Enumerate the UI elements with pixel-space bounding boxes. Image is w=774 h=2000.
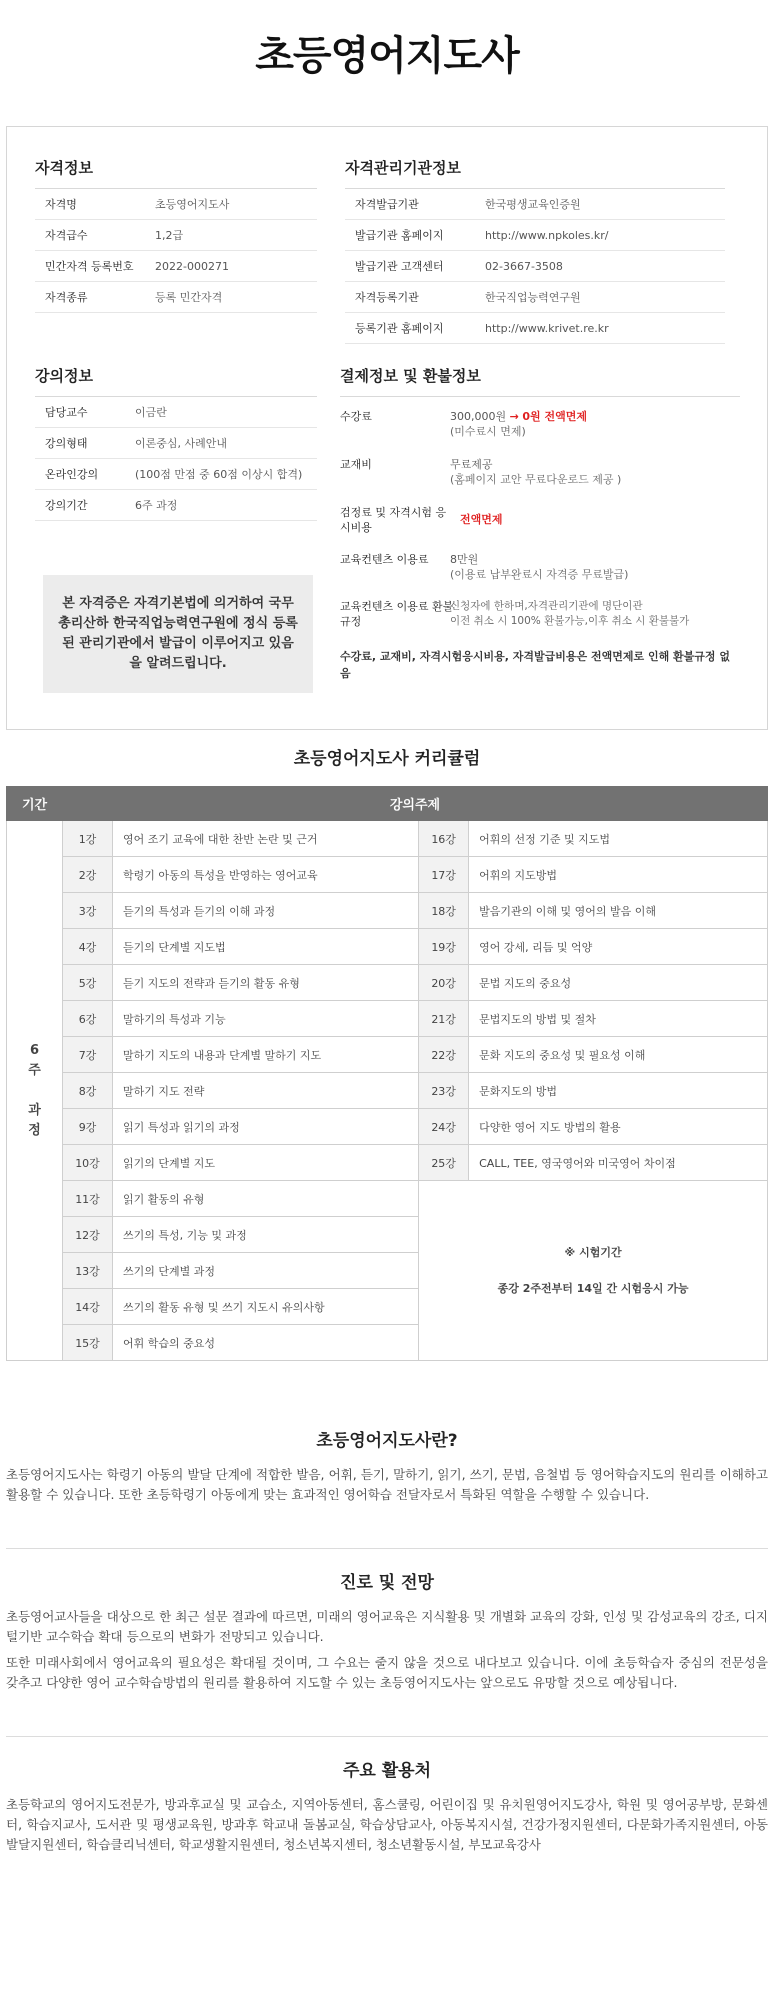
lecture-topic: 말하기 지도의 내용과 단계별 말하기 지도 bbox=[113, 1037, 419, 1073]
lecture-topic: 읽기의 단계별 지도 bbox=[113, 1145, 419, 1181]
kv-value: 2022-000271 bbox=[155, 259, 229, 273]
kv-key: 자격명 bbox=[45, 198, 77, 211]
fee-label: 수강료 bbox=[340, 410, 372, 423]
kv-row bbox=[35, 397, 317, 428]
lecture-number: 21강 bbox=[419, 1001, 469, 1037]
usage-heading: 주요 활용처 bbox=[342, 1761, 432, 1781]
kv-value: 이론중심, 사례안내 bbox=[135, 437, 228, 450]
table-row bbox=[7, 821, 768, 857]
lecture-number: 24강 bbox=[419, 1109, 469, 1145]
kv-row bbox=[35, 490, 317, 521]
career-section bbox=[6, 1568, 768, 1693]
lecture-number: 6강 bbox=[63, 1001, 113, 1037]
refund-line1: 신청자에 한하며,자격관리기관에 명단이관 bbox=[450, 600, 643, 612]
table-row bbox=[7, 893, 768, 929]
lecture-topic: 어휘의 지도방법 bbox=[469, 857, 768, 893]
lecture-number: 19강 bbox=[419, 929, 469, 965]
lecture-number: 5강 bbox=[63, 965, 113, 1001]
table-row bbox=[7, 1109, 768, 1145]
kv-value: (100점 만점 중 60점 이상시 합격) bbox=[135, 468, 303, 481]
table-row bbox=[7, 1001, 768, 1037]
exam-fee-label: 검정료 및 자격시험 응시비용 bbox=[340, 506, 447, 534]
lecture-number: 25강 bbox=[419, 1145, 469, 1181]
lecture-topic: 쓰기의 활동 유형 및 쓰기 지도시 유의사항 bbox=[113, 1289, 419, 1325]
curriculum-table bbox=[6, 786, 768, 1361]
qualification-section bbox=[35, 157, 317, 313]
registrar-homepage-link[interactable]: http://www.krivet.re.kr bbox=[485, 321, 609, 335]
divider bbox=[6, 1548, 768, 1549]
table-row bbox=[7, 1037, 768, 1073]
kv-key: 발급기관 고객센터 bbox=[355, 260, 444, 273]
kv-row bbox=[35, 189, 317, 220]
exam-period-text: 종강 2주전부터 14일 간 시험응시 가능 bbox=[497, 1281, 689, 1295]
exam-period-title: ※ 시험기간 bbox=[564, 1245, 622, 1259]
lecture-number: 1강 bbox=[63, 821, 113, 857]
lecture-heading: 강의정보 bbox=[35, 365, 317, 397]
agency-heading: 자격관리기관정보 bbox=[345, 157, 725, 189]
period-text: 6 주 과 정 bbox=[28, 1042, 41, 1138]
content-fee-value: 8만원 bbox=[450, 553, 479, 566]
content-fee-note: (이용료 납부완료시 자격증 무료발급) bbox=[450, 568, 629, 581]
kv-key: 담당교수 bbox=[45, 406, 88, 419]
fee-arrow: → bbox=[509, 410, 519, 423]
material-label: 교재비 bbox=[340, 458, 372, 471]
lecture-number: 16강 bbox=[419, 821, 469, 857]
topic-header: 강의주제 bbox=[63, 787, 768, 821]
career-text-2: 또한 미래사회에서 영어교육의 필요성은 확대될 것이며, 그 수요는 줄지 않을 것으로 내다보고 있습니다. 이에 초등학습자 중심의 전문성을 갖추고 다양한 영어 교수학습방법의 원리를 활용하여 지도할 수 있는 초등영어지도사는 앞으로도 유망할 것으로 예상됩니다. bbox=[6, 1655, 768, 1690]
lecture-topic: 듣기의 단계별 지도법 bbox=[113, 929, 419, 965]
lecture-topic: 말하기 지도 전략 bbox=[113, 1073, 419, 1109]
fee-free: 0원 전액면제 bbox=[522, 410, 587, 423]
curriculum-header-row bbox=[7, 787, 768, 821]
usage-text: 초등학교의 영어지도전문가, 방과후교실 및 교습소, 지역아동센터, 홈스쿨링, 어린이집 및 유치원영어지도강사, 학원 및 영어공부방, 문화센터, 학습지교사, 도서관 및 평생교육원, 방과후 학교내 돌봄교실, 학습상담교사, 아동복지시설, 건강가정지원센터, 다문화가족지원센터, 아동발달지원센터, 학습클리닉센터, 학교생활지원센터, 청소년복지센터, 청소년활동시설, 부모교육강사 bbox=[6, 1797, 768, 1852]
kv-row bbox=[35, 220, 317, 251]
lecture-topic: 쓰기의 특성, 기능 및 과정 bbox=[113, 1217, 419, 1253]
table-row bbox=[7, 1145, 768, 1181]
lecture-topic: 듣기 지도의 전략과 듣기의 활동 유형 bbox=[113, 965, 419, 1001]
lecture-topic: 쓰기의 단계별 과정 bbox=[113, 1253, 419, 1289]
curriculum-body bbox=[7, 821, 768, 1361]
kv-row bbox=[345, 282, 725, 313]
lecture-number: 8강 bbox=[63, 1073, 113, 1109]
kv-row bbox=[345, 220, 725, 251]
period-cell bbox=[7, 821, 63, 1361]
qualification-heading: 자격정보 bbox=[35, 157, 317, 189]
lecture-number: 4강 bbox=[63, 929, 113, 965]
material-row bbox=[340, 457, 760, 491]
lecture-number: 9강 bbox=[63, 1109, 113, 1145]
content-fee-row bbox=[340, 552, 760, 586]
kv-value: 02-3667-3508 bbox=[485, 259, 563, 273]
kv-key: 등록기관 홈페이지 bbox=[355, 322, 444, 335]
table-row bbox=[7, 857, 768, 893]
kv-value: 초등영어지도사 bbox=[155, 198, 230, 211]
content-fee-label: 교육컨텐츠 이용료 bbox=[340, 553, 429, 566]
kv-value: 6주 과정 bbox=[135, 499, 178, 512]
lecture-topic: 읽기 특성과 읽기의 과정 bbox=[113, 1109, 419, 1145]
exam-fee-value: 전액면제 bbox=[460, 513, 503, 526]
kv-value: 한국평생교육인증원 bbox=[485, 198, 581, 211]
period-header: 기간 bbox=[7, 787, 63, 821]
refund-line2: 이전 취소 시 100% 환불가능,이후 취소 시 환불불가 bbox=[450, 615, 690, 627]
lecture-topic: 말하기의 특성과 기능 bbox=[113, 1001, 419, 1037]
about-text: 초등영어지도사는 학령기 아동의 발달 단계에 적합한 발음, 어휘, 듣기, 말하기, 읽기, 쓰기, 문법, 음철법 등 영어학습지도의 원리를 이해하고 활용할 수 있습니다. 또한 초등학령기 아동에게 맞는 효과적인 영어학습 전달자로서 특화된 역할을 수행할 수 있습니다. bbox=[6, 1467, 768, 1502]
lecture-topic: 문법 지도의 중요성 bbox=[469, 965, 768, 1001]
kv-row bbox=[35, 459, 317, 490]
page-title: 초등영어지도사 bbox=[255, 33, 519, 79]
kv-key: 강의기간 bbox=[45, 499, 88, 512]
lecture-number: 23강 bbox=[419, 1073, 469, 1109]
kv-key: 자격발급기관 bbox=[355, 198, 419, 211]
kv-row bbox=[35, 428, 317, 459]
lecture-number: 10강 bbox=[63, 1145, 113, 1181]
material-note: (홈페이지 교안 무료다운로드 제공 ) bbox=[450, 473, 622, 486]
kv-row bbox=[345, 189, 725, 220]
fee-note: (미수료시 면제) bbox=[450, 425, 526, 438]
payment-heading: 결제정보 및 환불정보 bbox=[340, 365, 740, 397]
lecture-number: 11강 bbox=[63, 1181, 113, 1217]
lecture-topic: 문법지도의 방법 및 절차 bbox=[469, 1001, 768, 1037]
lecture-topic: 어휘 학습의 중요성 bbox=[113, 1325, 419, 1361]
kv-key: 자격급수 bbox=[45, 229, 88, 242]
lecture-topic: 듣기의 특성과 듣기의 이해 과정 bbox=[113, 893, 419, 929]
lecture-topic: 발음기관의 이해 및 영어의 발음 이해 bbox=[469, 893, 768, 929]
lecture-number: 17강 bbox=[419, 857, 469, 893]
lecture-topic: 학령기 아동의 특성을 반영하는 영어교육 bbox=[113, 857, 419, 893]
kv-key: 민간자격 등록번호 bbox=[45, 260, 134, 273]
kv-key: 발급기관 홈페이지 bbox=[355, 229, 444, 242]
kv-value: 등록 민간자격 bbox=[155, 291, 223, 304]
about-heading: 초등영어지도사란? bbox=[316, 1431, 458, 1451]
payment-footer: 수강료, 교재비, 자격시험응시비용, 자격발급비용은 전액면제로 인해 환불규정 없음 bbox=[340, 650, 730, 680]
lecture-topic: 문화 지도의 중요성 및 필요성 이해 bbox=[469, 1037, 768, 1073]
fee-row bbox=[340, 409, 760, 443]
exam-period-cell bbox=[419, 1181, 768, 1361]
table-row bbox=[7, 1181, 768, 1217]
lecture-topic: 영어 강세, 리듬 및 억양 bbox=[469, 929, 768, 965]
lecture-topic: 다양한 영어 지도 방법의 활용 bbox=[469, 1109, 768, 1145]
lecture-topic: 어휘의 선정 기준 및 지도법 bbox=[469, 821, 768, 857]
table-row bbox=[7, 965, 768, 1001]
lecture-topic: 문화지도의 방법 bbox=[469, 1073, 768, 1109]
lecture-number: 18강 bbox=[419, 893, 469, 929]
table-row bbox=[7, 1073, 768, 1109]
about-section bbox=[6, 1426, 768, 1505]
divider bbox=[6, 1736, 768, 1737]
kv-value: 1,2급 bbox=[155, 229, 184, 242]
lecture-number: 20강 bbox=[419, 965, 469, 1001]
exam-fee-row bbox=[340, 505, 760, 539]
kv-key: 강의형태 bbox=[45, 437, 88, 450]
refund-row bbox=[340, 599, 760, 633]
career-text-1: 초등영어교사들을 대상으로 한 최근 설문 결과에 따르면, 미래의 영어교육은 지식활용 및 개별화 교육의 강화, 인성 및 감성교육의 강조, 디지털기반 교수학습 확대 등으로의 변화가 전망되고 있습니다. bbox=[6, 1609, 768, 1644]
lecture-topic: 영어 조기 교육에 대한 찬반 논란 및 근거 bbox=[113, 821, 419, 857]
kv-row bbox=[345, 251, 725, 282]
lecture-number: 22강 bbox=[419, 1037, 469, 1073]
curriculum-title: 초등영어지도사 커리큘럼 bbox=[293, 749, 481, 769]
fee-price: 300,000원 bbox=[450, 410, 507, 423]
lecture-number: 14강 bbox=[63, 1289, 113, 1325]
refund-label: 교육컨텐츠 이용료 환불규정 bbox=[340, 600, 454, 628]
career-heading: 진로 및 전망 bbox=[340, 1573, 434, 1593]
lecture-topic: CALL, TEE, 영국영어와 미국영어 차이점 bbox=[469, 1145, 768, 1181]
kv-key: 온라인강의 bbox=[45, 468, 99, 481]
kv-key: 자격종류 bbox=[45, 291, 88, 304]
lecture-number: 15강 bbox=[63, 1325, 113, 1361]
agency-section bbox=[345, 157, 725, 344]
info-box bbox=[6, 126, 768, 730]
kv-key: 자격등록기관 bbox=[355, 291, 419, 304]
lecture-section bbox=[35, 365, 317, 521]
kv-value: 이금란 bbox=[135, 406, 167, 419]
lecture-number: 13강 bbox=[63, 1253, 113, 1289]
lecture-topic: 읽기 활동의 유형 bbox=[113, 1181, 419, 1217]
kv-row bbox=[35, 251, 317, 282]
notice-box: 본 자격증은 자격기본법에 의거하여 국무총리산하 한국직업능력연구원에 정식 등록된 관리기관에서 발급이 이루어지고 있음을 알려드립니다. bbox=[43, 575, 313, 693]
lecture-number: 7강 bbox=[63, 1037, 113, 1073]
lecture-number: 12강 bbox=[63, 1217, 113, 1253]
kv-row bbox=[35, 282, 317, 313]
material-value: 무료제공 bbox=[450, 458, 493, 471]
table-row bbox=[7, 929, 768, 965]
kv-value: 한국직업능력연구원 bbox=[485, 291, 581, 304]
lecture-number: 2강 bbox=[63, 857, 113, 893]
payment-section bbox=[340, 365, 740, 397]
issuer-homepage-link[interactable]: http://www.npkoles.kr/ bbox=[485, 228, 609, 242]
lecture-number: 3강 bbox=[63, 893, 113, 929]
usage-section bbox=[6, 1756, 768, 1855]
kv-row bbox=[345, 313, 725, 344]
